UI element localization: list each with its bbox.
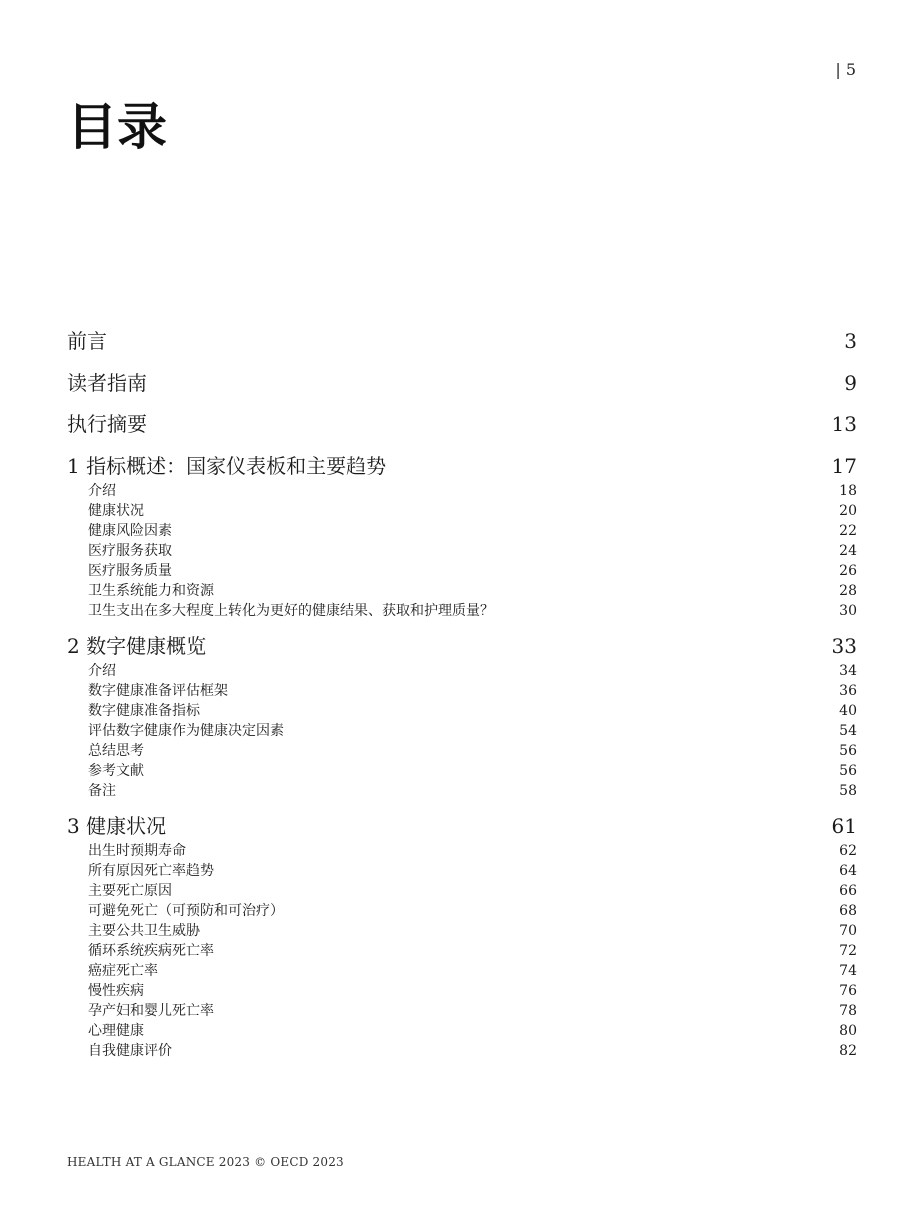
toc-entry-page: 3 xyxy=(844,329,857,353)
toc-subentry-label: 主要公共卫生威胁 xyxy=(88,922,200,939)
toc-subentry-label: 数字健康准备评估框架 xyxy=(88,682,228,699)
toc-subentry[interactable] xyxy=(67,521,857,541)
toc-subentry-page: 36 xyxy=(839,682,857,699)
toc-subentry-label: 评估数字健康作为健康决定因素 xyxy=(88,722,284,739)
toc-subentry-page: 20 xyxy=(839,502,857,519)
toc-subentry-label: 医疗服务质量 xyxy=(88,562,172,579)
toc-subentry[interactable] xyxy=(67,741,857,761)
toc-chapter-2 xyxy=(67,631,857,801)
toc-entry-page: 9 xyxy=(844,370,857,395)
toc-subentry[interactable] xyxy=(67,1041,857,1061)
toc-chapter-3 xyxy=(67,811,857,1061)
toc-entry-page: 13 xyxy=(831,412,857,436)
toc-subentry-label: 所有原因死亡率趋势 xyxy=(88,862,214,879)
toc-subentry[interactable] xyxy=(67,941,857,961)
toc-subentry[interactable] xyxy=(67,701,857,721)
toc-subentry[interactable] xyxy=(67,921,857,941)
toc-subentry-page: 62 xyxy=(839,842,857,859)
toc-subentry[interactable] xyxy=(67,901,857,921)
toc-subentry-label: 出生时预期寿命 xyxy=(88,842,186,859)
toc-subentry-label: 癌症死亡率 xyxy=(88,962,158,979)
toc-subentry-page: 82 xyxy=(839,1042,857,1059)
toc-subentry[interactable] xyxy=(67,541,857,561)
toc-subentry[interactable] xyxy=(67,601,857,621)
toc-chapter-heading[interactable] xyxy=(67,451,857,481)
toc-chapter-page: 33 xyxy=(831,633,857,658)
toc-subentry-page: 56 xyxy=(839,762,857,779)
toc-subentry-page: 80 xyxy=(839,1022,857,1039)
toc-entry-label: 读者指南 xyxy=(67,370,147,395)
toc-subentry-page: 18 xyxy=(839,482,857,499)
toc-subentry[interactable] xyxy=(67,781,857,801)
toc-subentry-label: 介绍 xyxy=(88,482,116,499)
toc-entry-readers-guide[interactable] xyxy=(67,368,857,398)
toc-subentry[interactable] xyxy=(67,581,857,601)
toc-chapter-page: 61 xyxy=(831,813,857,838)
toc-subentry-page: 78 xyxy=(839,1002,857,1019)
toc-subentry[interactable] xyxy=(67,841,857,861)
toc-subentry-label: 可避免死亡（可预防和可治疗） xyxy=(88,902,284,919)
toc-subentry-label: 心理健康 xyxy=(88,1022,144,1039)
toc-chapter-heading[interactable] xyxy=(67,631,857,661)
toc-subentry-label: 医疗服务获取 xyxy=(88,542,172,559)
toc-chapter-label: 2 数字健康概览 xyxy=(67,633,207,658)
toc-chapter-label: 1 指标概述：国家仪表板和主要趋势 xyxy=(67,453,387,478)
toc-subentry-page: 24 xyxy=(839,542,857,559)
toc-subentry[interactable] xyxy=(67,761,857,781)
toc-subentry[interactable] xyxy=(67,721,857,741)
toc-entry-label: 执行摘要 xyxy=(67,412,147,436)
toc-subentry[interactable] xyxy=(67,1021,857,1041)
toc-subentry[interactable] xyxy=(67,501,857,521)
toc-subentry-label: 主要死亡原因 xyxy=(88,882,172,899)
toc-subentry[interactable] xyxy=(67,661,857,681)
toc-subentry[interactable] xyxy=(67,481,857,501)
toc-subentry-label: 自我健康评价 xyxy=(88,1042,172,1059)
toc-subentry-page: 34 xyxy=(839,662,857,679)
toc-entry-label: 前言 xyxy=(67,329,107,353)
table-of-contents xyxy=(67,326,857,1071)
toc-subentry[interactable] xyxy=(67,981,857,1001)
toc-subentry-label: 总结思考 xyxy=(88,742,144,759)
toc-subentry[interactable] xyxy=(67,861,857,881)
toc-subentry-label: 健康状况 xyxy=(88,502,144,519)
page-number: | 5 xyxy=(835,60,856,79)
toc-subentry-label: 数字健康准备指标 xyxy=(88,702,200,719)
toc-subentry-label: 卫生系统能力和资源 xyxy=(88,582,214,599)
toc-subentry[interactable] xyxy=(67,1001,857,1021)
toc-subentry-label: 介绍 xyxy=(88,662,116,679)
toc-chapter-label: 3 健康状况 xyxy=(67,813,167,838)
toc-subentry-page: 56 xyxy=(839,742,857,759)
toc-subentry-label: 健康风险因素 xyxy=(88,522,172,539)
toc-subentry-label: 孕产妇和婴儿死亡率 xyxy=(88,1002,214,1019)
toc-subentry-page: 28 xyxy=(839,582,857,599)
toc-chapter-1 xyxy=(67,451,857,621)
toc-subentry-page: 26 xyxy=(839,562,857,579)
toc-chapter-page: 17 xyxy=(831,453,857,478)
toc-subentry-page: 30 xyxy=(839,602,857,619)
toc-subentry-label: 备注 xyxy=(88,782,116,799)
toc-entry-executive-summary[interactable] xyxy=(67,409,857,439)
toc-subentry-page: 40 xyxy=(839,702,857,719)
toc-subentry-page: 58 xyxy=(839,782,857,799)
toc-subentry[interactable] xyxy=(67,881,857,901)
toc-subentry-label: 循环系统疾病死亡率 xyxy=(88,942,214,959)
toc-subentry-page: 54 xyxy=(839,722,857,739)
toc-subentry-page: 72 xyxy=(839,942,857,959)
page-title: 目录 xyxy=(67,98,167,156)
toc-chapter-heading[interactable] xyxy=(67,811,857,841)
toc-subentry-page: 64 xyxy=(839,862,857,879)
toc-subentry-page: 68 xyxy=(839,902,857,919)
toc-subentry-page: 66 xyxy=(839,882,857,899)
toc-entry-preface[interactable] xyxy=(67,326,857,356)
toc-subentry-page: 22 xyxy=(839,522,857,539)
toc-subentry[interactable] xyxy=(67,681,857,701)
footer-copyright: HEALTH AT A GLANCE 2023 © OECD 2023 xyxy=(67,1155,344,1169)
toc-subentry-page: 74 xyxy=(839,962,857,979)
toc-subentry[interactable] xyxy=(67,561,857,581)
toc-subentry-label: 卫生支出在多大程度上转化为更好的健康结果、获取和护理质量？ xyxy=(88,602,494,619)
toc-subentry-label: 慢性疾病 xyxy=(88,982,144,999)
toc-subentry-page: 76 xyxy=(839,982,857,999)
toc-subentry[interactable] xyxy=(67,961,857,981)
toc-subentry-page: 70 xyxy=(839,922,857,939)
toc-subentry-label: 参考文献 xyxy=(88,762,144,779)
